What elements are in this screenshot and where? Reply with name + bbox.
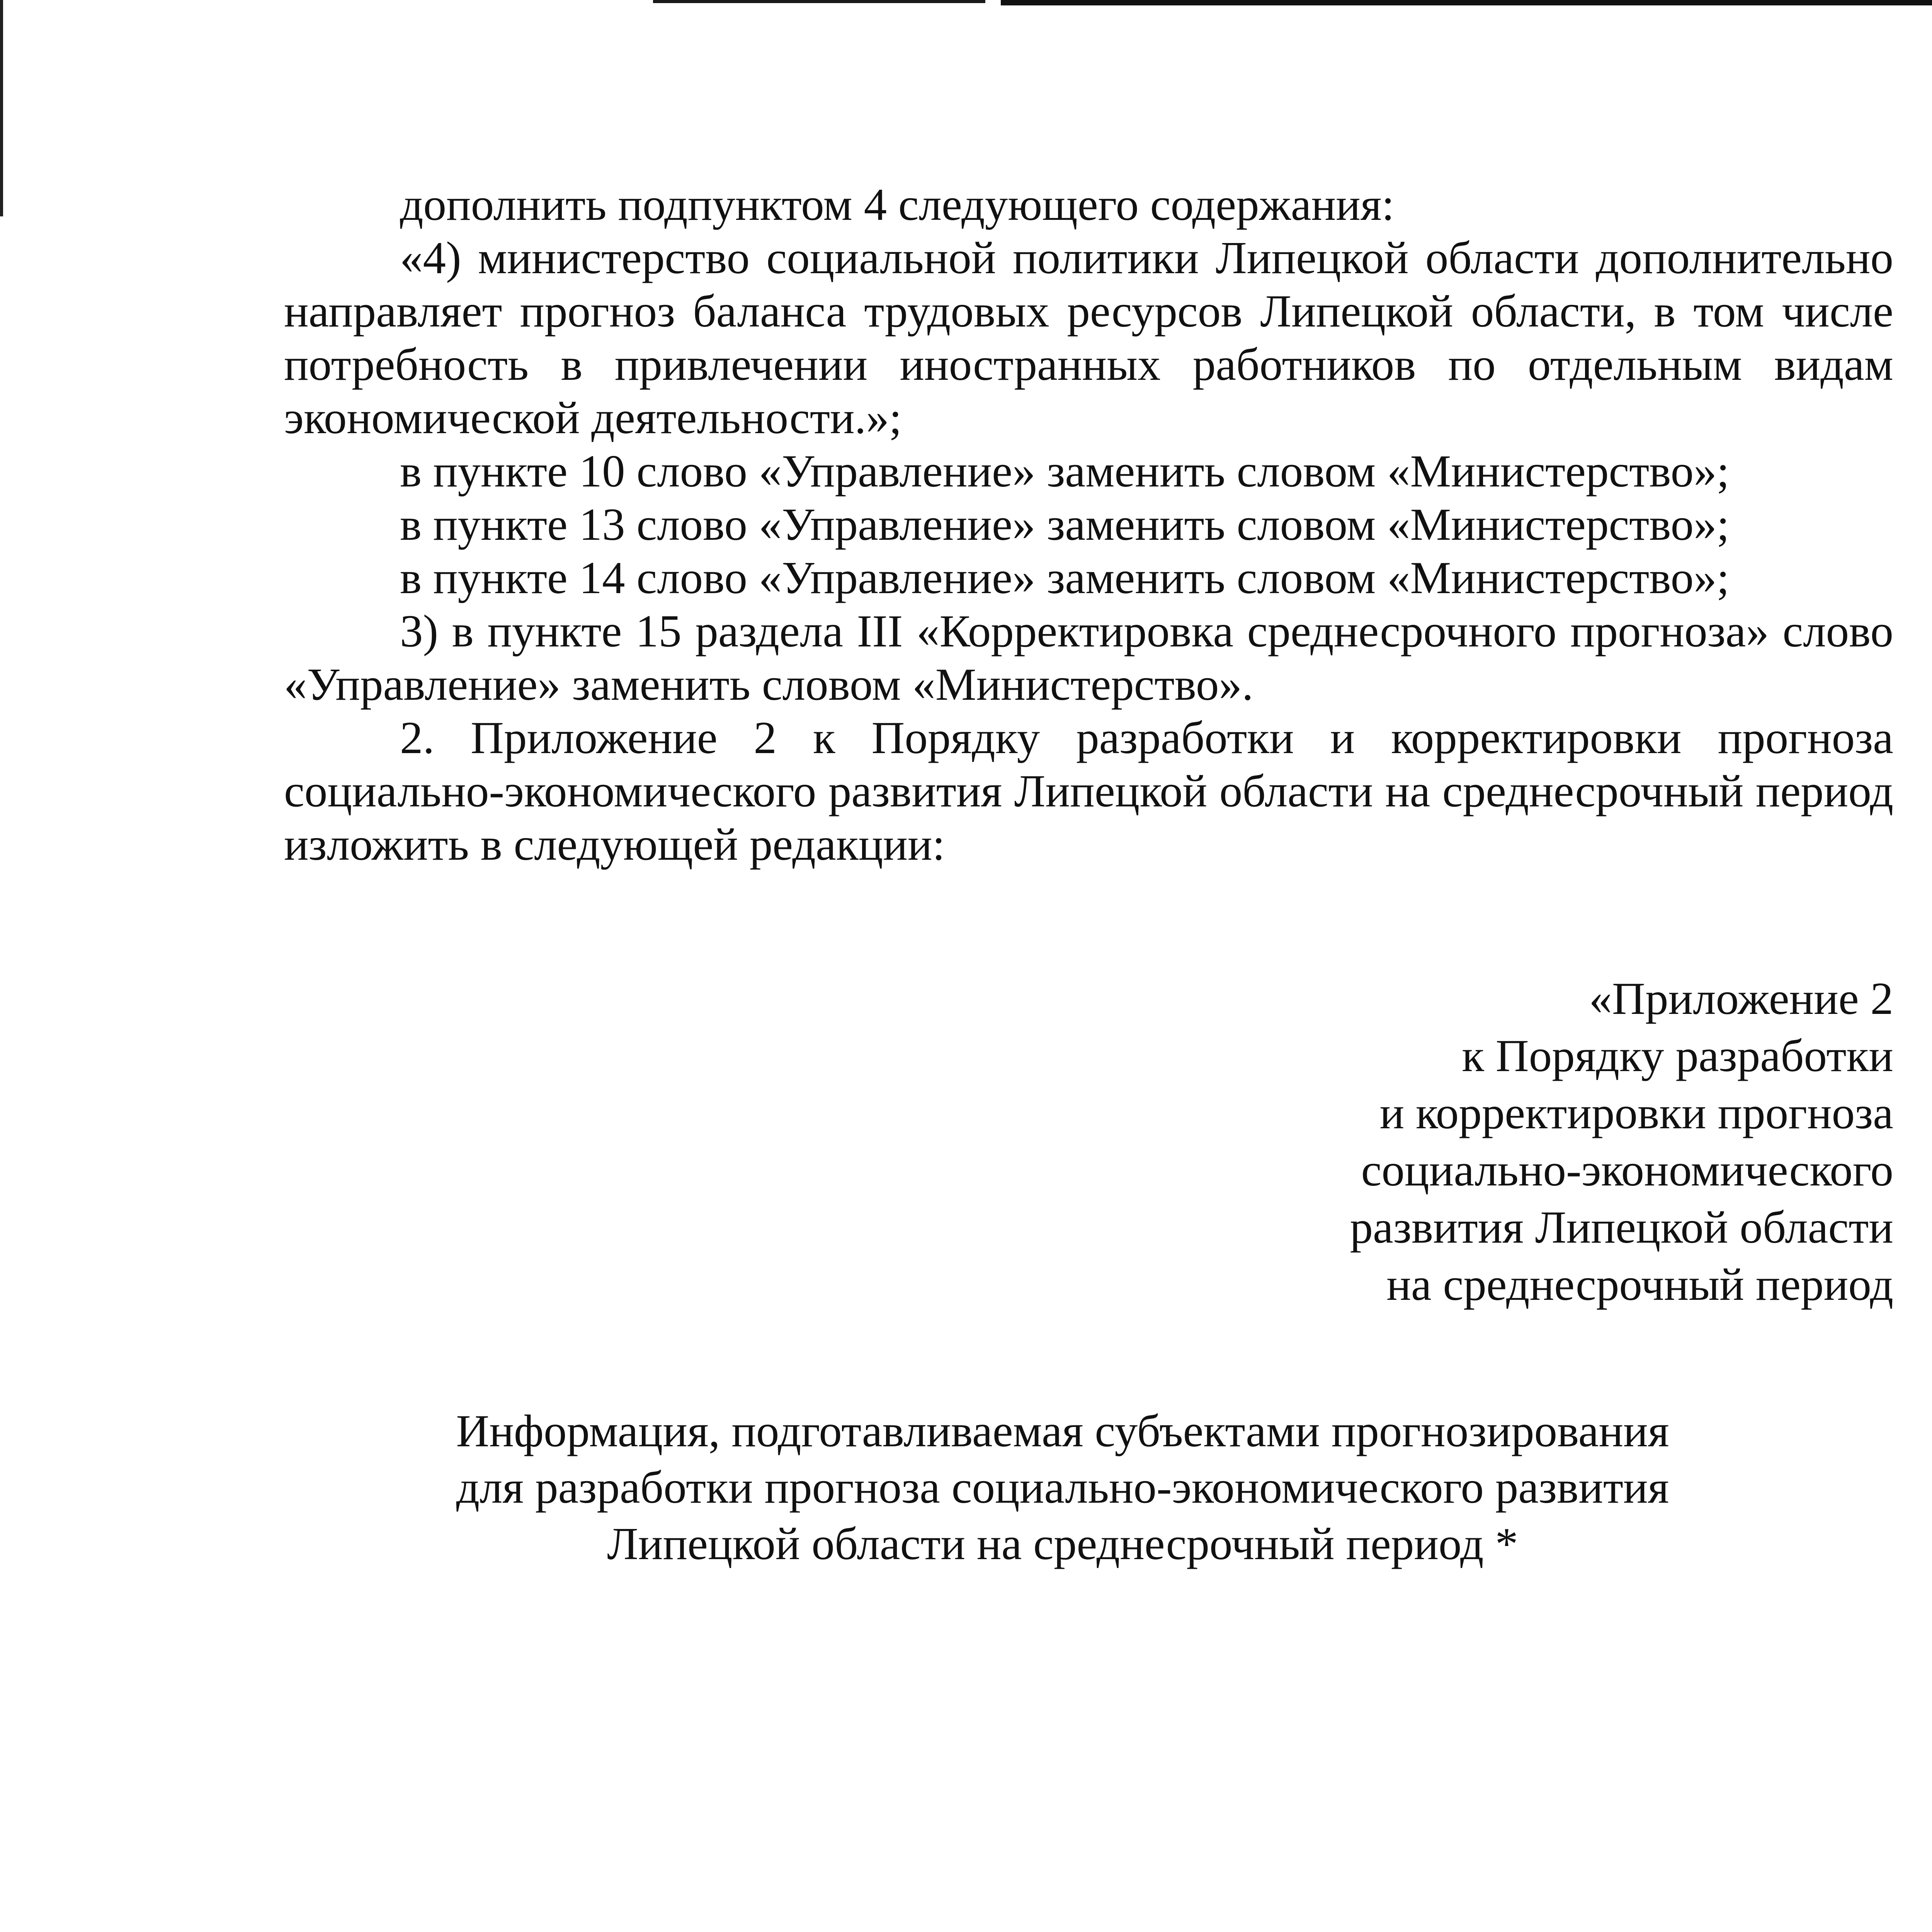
appendix-line: к Порядку разработки bbox=[1462, 1030, 1893, 1081]
heading-line: Информация, подготавливаемая субъектами прогнозирования bbox=[456, 1405, 1669, 1456]
heading-line: Липецкой области на среднесрочный период * bbox=[607, 1518, 1518, 1569]
paragraph-appendix-2: 2. Приложение 2 к Порядку разработки и корректировки прогноза социально-экономического развития Липецкой области на среднесрочный период изложить в следующей редакции: bbox=[284, 712, 1893, 870]
paragraph-subclause-4: «4) министерство социальной политики Липецкой области дополнительно направляет прогноз баланса трудовых ресурсов Липецкой области, в том числе потребность в привлечении иностранных работников по отдельным видам экономической деятельности.»; bbox=[284, 232, 1893, 443]
document-body bbox=[284, 178, 1893, 871]
paragraph-item-10: в пункте 10 слово «Управление» заменить словом «Министерство»; bbox=[400, 446, 1730, 497]
appendix-line: на среднесрочный период bbox=[1386, 1259, 1893, 1310]
appendix-line: развития Липецкой области bbox=[1350, 1202, 1893, 1253]
appendix-line: и корректировки прогноза bbox=[1379, 1087, 1893, 1138]
document-heading bbox=[348, 1403, 1777, 1572]
scan-artifact-left-edge bbox=[0, 0, 3, 216]
appendix-line: «Приложение 2 bbox=[1589, 973, 1893, 1024]
paragraph-item-14: в пункте 14 слово «Управление» заменить словом «Министерство»; bbox=[400, 552, 1730, 603]
paragraph-item-13: в пункте 13 слово «Управление» заменить словом «Министерство»; bbox=[400, 499, 1730, 550]
appendix-reference-block bbox=[1043, 970, 1893, 1313]
appendix-line: социально-экономического bbox=[1361, 1145, 1893, 1196]
scan-artifact-top-right bbox=[1001, 0, 1932, 5]
paragraph-intro: дополнить подпунктом 4 следующего содержания: bbox=[400, 179, 1395, 230]
paragraph-item-15: 3) в пункте 15 раздела III «Корректировка среднесрочного прогноза» слово «Управление» заменить словом «Министерство». bbox=[284, 605, 1893, 710]
scan-artifact-top-left bbox=[653, 0, 985, 3]
heading-line: для разработки прогноза социально-экономического развития bbox=[456, 1462, 1669, 1513]
